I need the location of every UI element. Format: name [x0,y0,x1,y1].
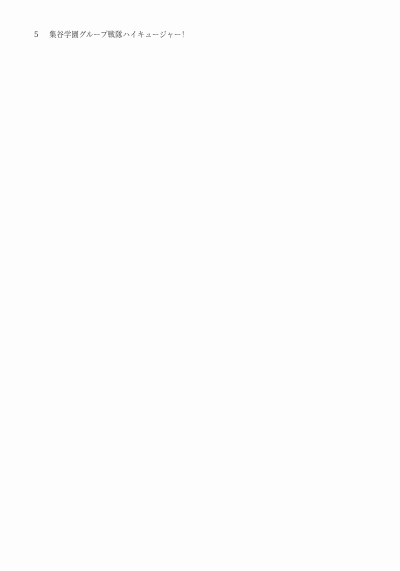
upper-text-block [34,50,370,258]
page-number: 5 [34,30,39,39]
book-title: 集谷学園グループ戦隊ハイキュージャー！ [49,30,189,39]
lower-text-block [34,306,370,520]
running-head [34,30,189,40]
